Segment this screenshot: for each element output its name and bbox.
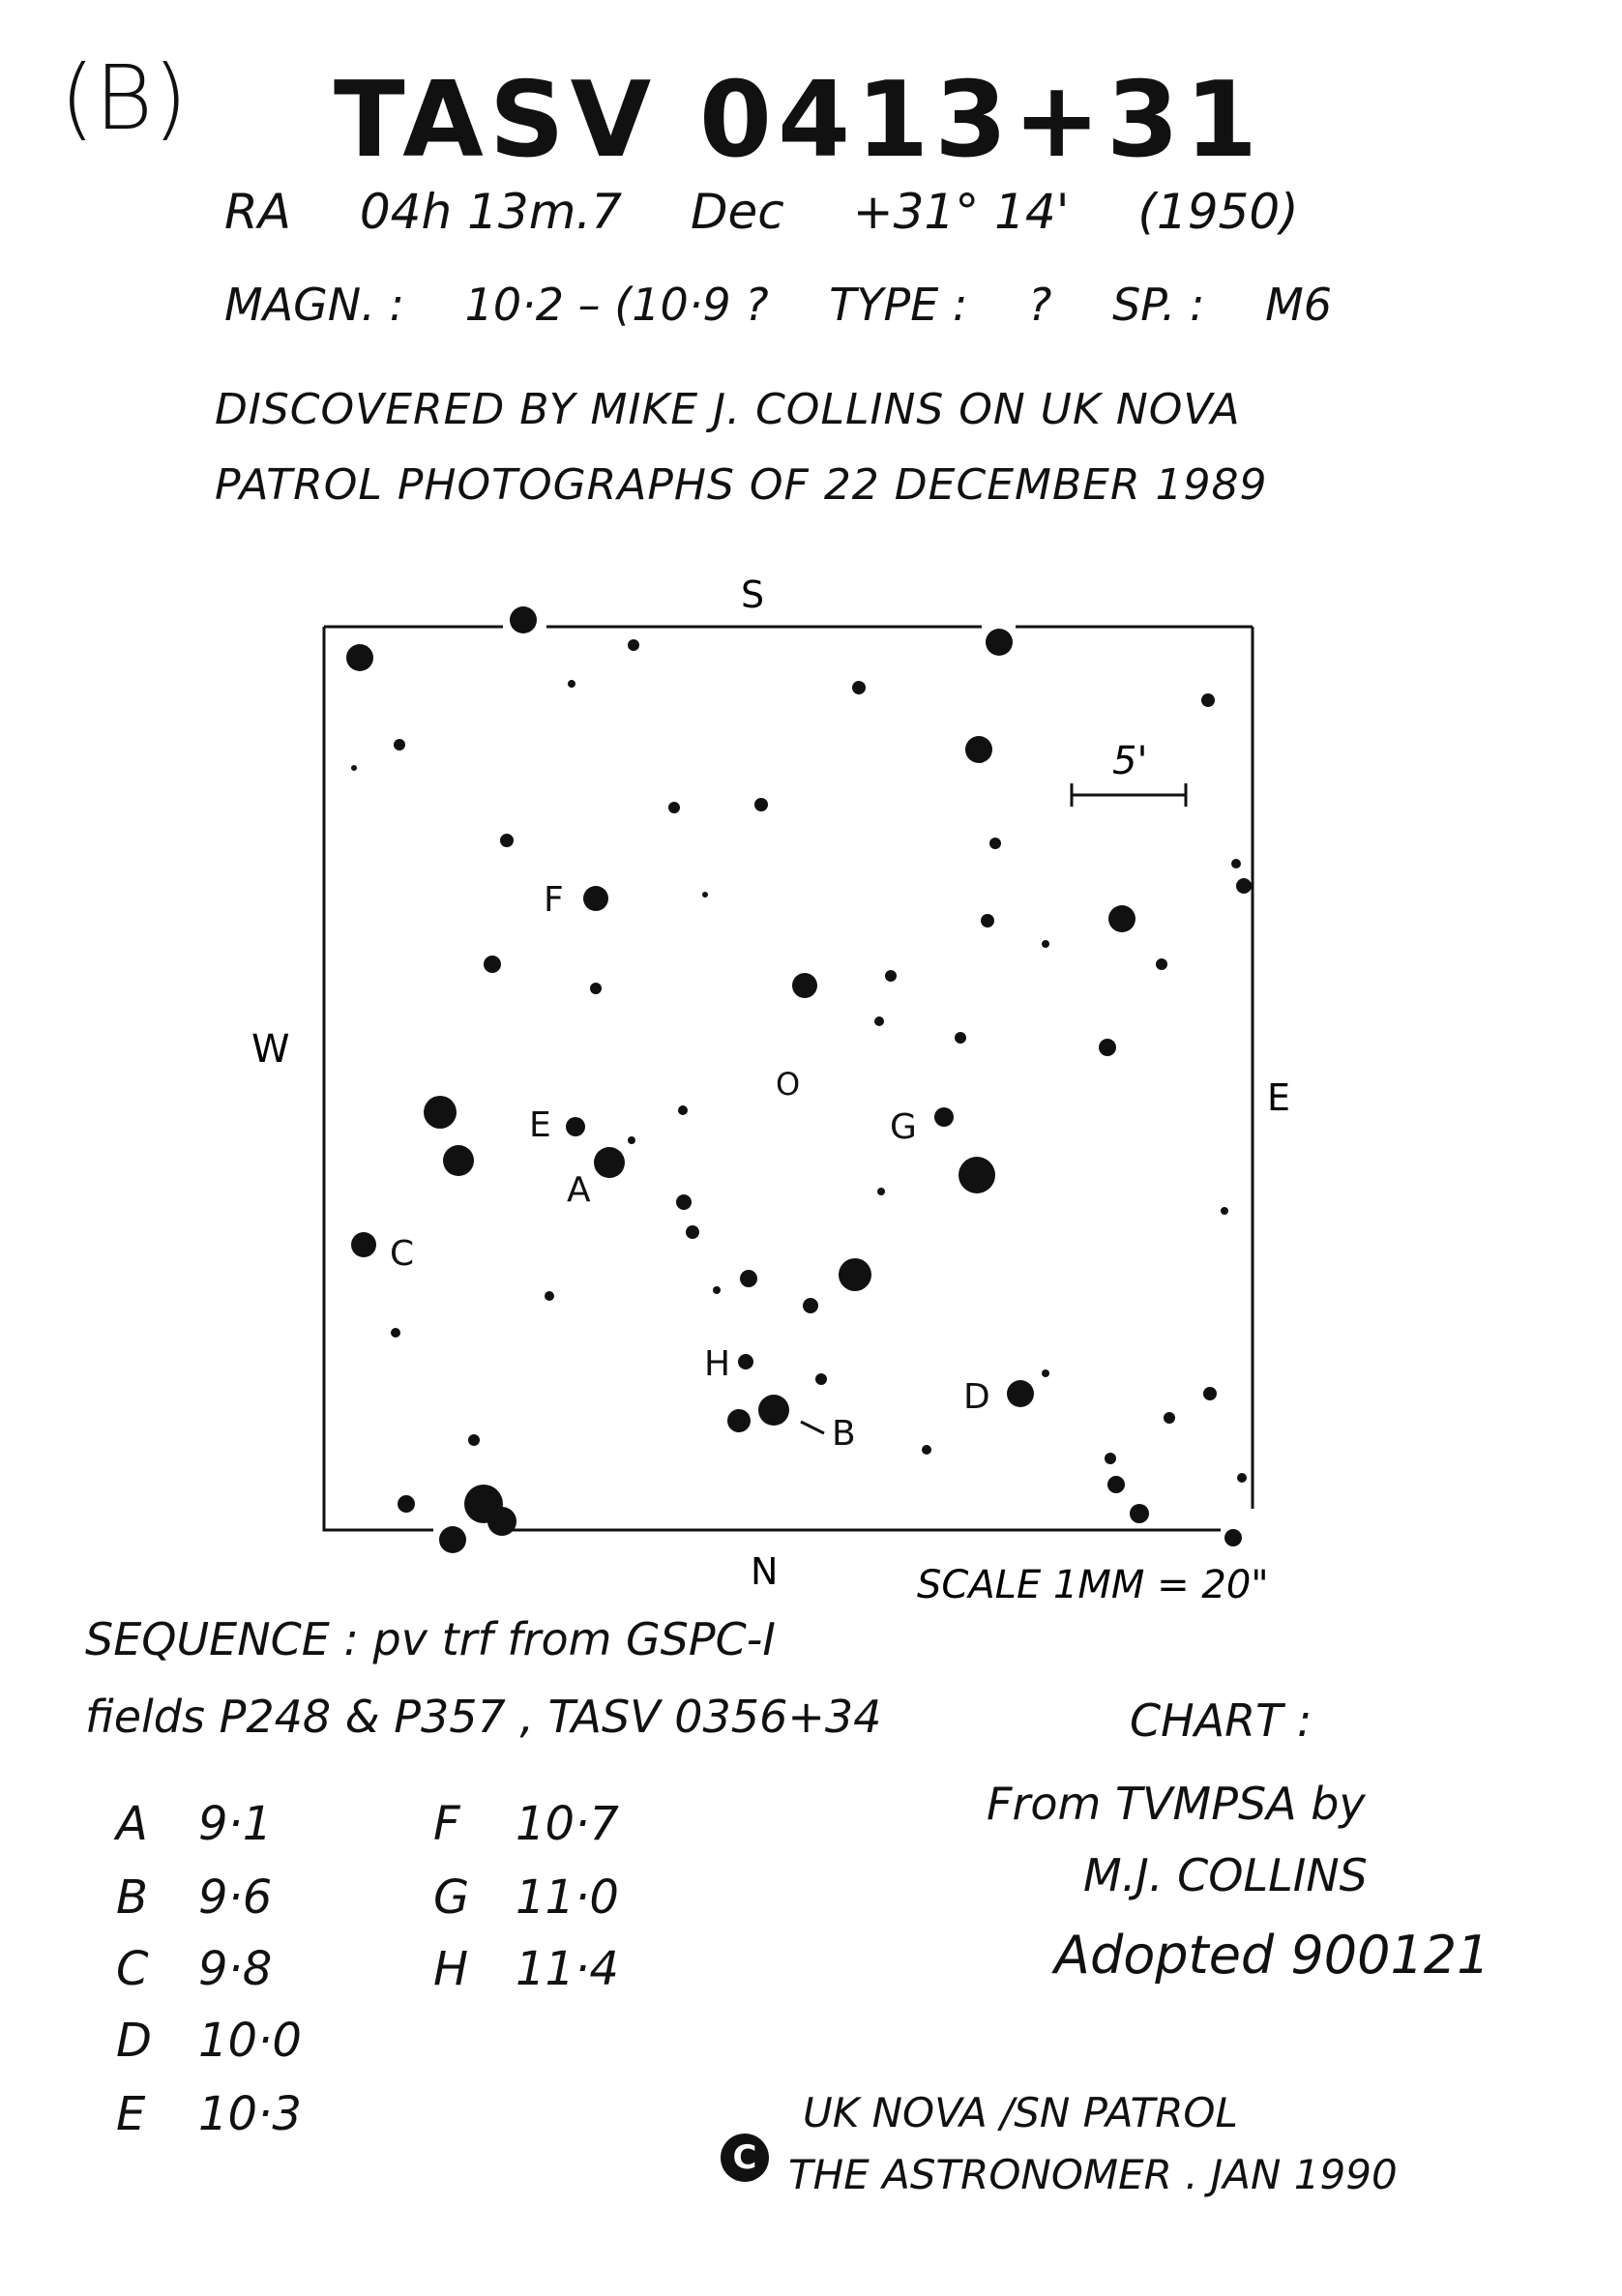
label-b-pointer	[801, 1422, 824, 1433]
direction-east: E	[1267, 1076, 1291, 1119]
star	[852, 681, 866, 694]
star	[922, 1445, 931, 1455]
star	[815, 1373, 827, 1385]
star	[510, 606, 537, 633]
star	[1156, 958, 1167, 970]
label-d: D	[963, 1377, 990, 1417]
chart-from: From TVMPSA by	[987, 1778, 1366, 1830]
star	[1042, 940, 1049, 948]
star	[727, 1409, 751, 1432]
magn-value: 10·2 – (10·9 ?	[464, 279, 769, 331]
star	[1224, 1529, 1242, 1546]
star	[986, 629, 1013, 656]
sequence-star-id: C	[116, 1942, 149, 1996]
star	[1105, 1453, 1116, 1464]
discovery-line-2: PATROL PHOTOGRAPHS OF 22 DECEMBER 1989	[215, 460, 1268, 510]
star	[351, 1232, 376, 1257]
star	[487, 1507, 516, 1536]
star	[1130, 1504, 1149, 1523]
type-label: TYPE :	[829, 279, 968, 331]
credit-line-1: UK NOVA /SN PATROL	[803, 2089, 1238, 2136]
variable-marker: O	[776, 1066, 801, 1103]
sequence-star-mag: 9·8	[198, 1942, 273, 1996]
sequence-star-b	[116, 1870, 272, 1925]
magn-label: MAGN. :	[224, 279, 404, 331]
copyright-icon: C	[721, 2134, 769, 2182]
star	[1164, 1412, 1175, 1424]
star	[545, 1291, 554, 1301]
label-h: H	[704, 1344, 731, 1384]
sequence-star-d	[116, 2014, 302, 2068]
sequence-star-h	[433, 1942, 619, 1996]
star	[803, 1298, 818, 1313]
discovery-line-1: DISCOVERED BY MIKE J. COLLINS ON UK NOVA	[215, 385, 1241, 434]
star	[628, 1136, 635, 1144]
scale-text: SCALE 1MM = 20"	[917, 1563, 1269, 1607]
comp-star-d	[1007, 1380, 1034, 1407]
label-f: F	[544, 880, 564, 920]
sequence-star-id: B	[116, 1870, 148, 1925]
star	[628, 639, 639, 651]
label-a: A	[567, 1170, 591, 1210]
star	[484, 956, 501, 973]
star	[424, 1096, 457, 1129]
chart-border-top-left	[324, 627, 433, 1530]
panel-letter: (B)	[60, 46, 189, 150]
star	[1042, 1369, 1049, 1377]
comp-star-a	[594, 1147, 625, 1178]
ra-label: RA	[224, 184, 291, 240]
star	[885, 970, 897, 982]
star	[686, 1225, 699, 1239]
star	[346, 644, 373, 671]
sequence-star-a	[116, 1797, 272, 1851]
sequence-star-id: F	[433, 1797, 460, 1851]
direction-north: N	[751, 1550, 779, 1593]
direction-south: S	[741, 574, 765, 616]
sequence-star-id: H	[433, 1942, 469, 1996]
star	[590, 983, 602, 994]
star	[351, 765, 357, 771]
sequence-star-id: D	[116, 2014, 152, 2068]
comparison-stars	[566, 886, 1034, 1426]
star	[877, 1188, 885, 1195]
comp-star-b	[758, 1395, 789, 1426]
star	[740, 1270, 757, 1287]
star	[1099, 1039, 1116, 1056]
star	[676, 1194, 692, 1210]
comp-star-g	[934, 1107, 954, 1127]
sequence-star-mag: 10·3	[198, 2087, 302, 2141]
label-b: B	[832, 1414, 856, 1454]
sequence-star-mag: 10·7	[516, 1797, 619, 1851]
dec-value: +31° 14'	[852, 184, 1070, 240]
sp-label: SP. :	[1112, 279, 1205, 331]
sequence-star-c	[116, 1942, 272, 1996]
star	[1231, 859, 1241, 868]
star	[1108, 905, 1135, 932]
sequence-star-f	[433, 1797, 619, 1851]
star	[568, 680, 575, 688]
sequence-star-g	[433, 1870, 619, 1925]
sequence-star-id: E	[116, 2087, 146, 2141]
ra-value: 04h 13m.7	[359, 184, 623, 240]
sp-value: M6	[1265, 279, 1333, 331]
star	[965, 736, 992, 763]
sequence-star-id: A	[116, 1797, 148, 1851]
chart-author: M.J. COLLINS	[1083, 1849, 1368, 1901]
direction-west: W	[251, 1027, 290, 1072]
sequence-star-mag: 9·6	[198, 1870, 273, 1925]
star	[702, 892, 708, 898]
star	[839, 1258, 871, 1291]
star	[792, 973, 817, 998]
star	[981, 914, 994, 927]
sequence-line-1: SEQUENCE : pv trf from GSPC-I	[85, 1613, 776, 1665]
sequence-line-2: fields P248 & P357 , TASV 0356+34	[85, 1691, 882, 1743]
comp-star-h	[738, 1354, 753, 1369]
star	[668, 802, 680, 813]
star	[1203, 1387, 1217, 1400]
star	[439, 1526, 466, 1553]
star	[713, 1286, 721, 1294]
star	[1221, 1207, 1228, 1215]
star	[1236, 878, 1252, 894]
comp-star-f	[583, 886, 608, 911]
sequence-star-mag: 10·0	[198, 2014, 302, 2068]
scale-bar	[1072, 783, 1186, 807]
sequence-star-mag: 9·1	[198, 1797, 273, 1851]
star	[1201, 693, 1215, 707]
sequence-star-id: G	[433, 1870, 470, 1925]
chart-heading: CHART :	[1130, 1694, 1312, 1747]
comp-star-e	[566, 1117, 585, 1136]
star	[500, 834, 514, 847]
page-title: TASV 0413+31	[334, 60, 1264, 181]
sequence-star-mag: 11·0	[516, 1870, 619, 1925]
credit-line-2: THE ASTRONOMER . JAN 1990	[788, 2151, 1398, 2198]
star	[398, 1495, 415, 1513]
star	[989, 838, 1001, 849]
sequence-star-mag: 11·4	[516, 1942, 619, 1996]
star	[955, 1032, 966, 1044]
dec-label: Dec	[691, 184, 784, 240]
label-c: C	[390, 1234, 415, 1274]
star	[958, 1157, 995, 1193]
star	[1237, 1473, 1247, 1483]
star	[394, 739, 405, 751]
epoch: (1950)	[1137, 184, 1299, 240]
label-e: E	[529, 1105, 551, 1145]
sequence-star-e	[116, 2087, 302, 2141]
star	[468, 1434, 480, 1446]
type-value: ?	[1028, 279, 1052, 331]
star	[391, 1328, 400, 1338]
label-g: G	[890, 1107, 917, 1147]
chart-adopted: Adopted 900121	[1054, 1925, 1490, 1986]
star	[874, 1016, 884, 1026]
star	[754, 798, 768, 811]
star	[443, 1145, 474, 1176]
star	[678, 1105, 688, 1115]
scale-bar-label: 5'	[1112, 739, 1148, 783]
star	[1107, 1476, 1125, 1493]
